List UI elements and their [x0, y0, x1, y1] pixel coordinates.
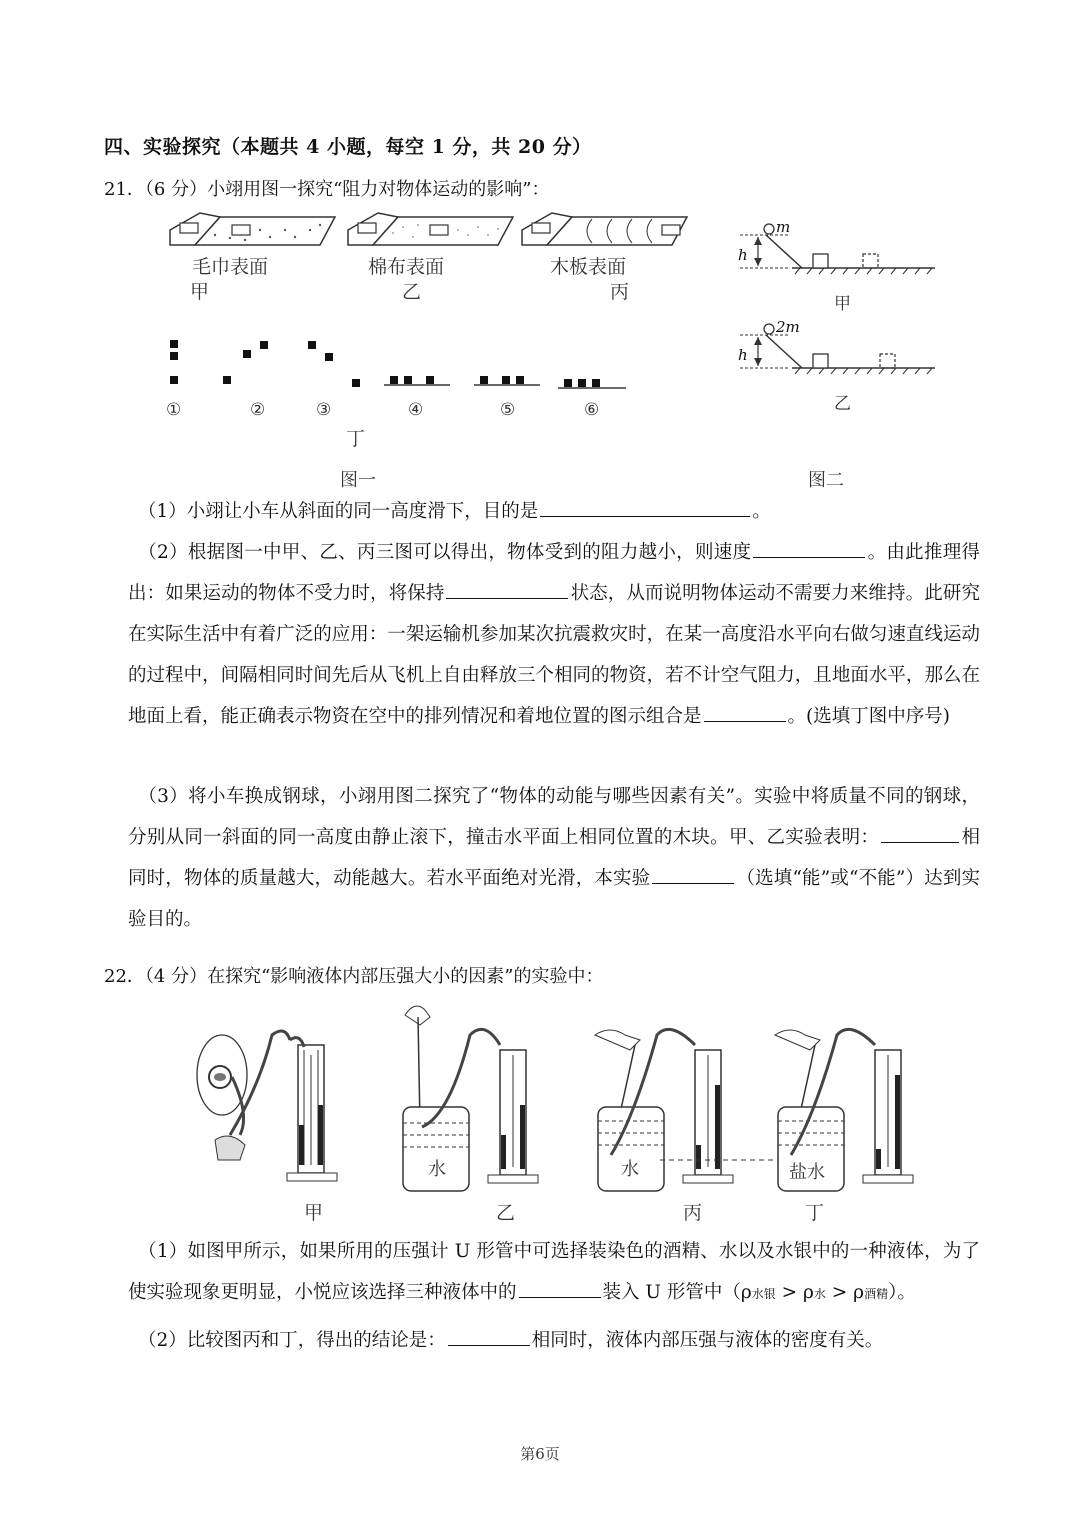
option-pattern-3	[308, 341, 360, 387]
answer-blank[interactable]	[881, 824, 959, 843]
q21-part-3	[128, 776, 980, 940]
height-label: h	[738, 246, 748, 264]
surface-label-towel: 毛巾表面	[192, 256, 269, 278]
cotton-ramp-diagram	[348, 213, 513, 245]
q21-part-2	[128, 532, 980, 737]
q22-part-2	[128, 1320, 980, 1361]
mass-label-m: m	[776, 218, 791, 236]
mass-label-2m: 2m	[776, 318, 800, 336]
q21-p3-text-a: （3）将小车换成钢球，小翊用图二探究了“物体的动能与哪些因素有关”。实验中将质量不同的钢球，分别从同一斜面的同一高度由静止滚下，撞击水平面上相同位置的木块。甲、乙实验表明：	[128, 786, 980, 848]
gauge-tag-jia: 甲	[304, 1202, 324, 1224]
liquid-label-water: 水	[621, 1159, 639, 1180]
q22-p1-text-a: （1）如图甲所示，如果所用的压强计 U 形管中可选择装染色的酒精、水以及水银中的一种液体，为了使实验现象更明显，小悦应该选择三种液体中的	[128, 1241, 980, 1303]
answer-blank[interactable]	[519, 1279, 601, 1298]
option-label-4: ④	[408, 400, 424, 420]
wood-ramp-diagram	[522, 213, 687, 245]
q22-p1-text-b: 装入 U 形管中（ρ	[602, 1282, 752, 1303]
q21-p2-text-a: （2）根据图一中甲、乙、丙三图可以得出，物体受到的阻力越小，则速度	[138, 542, 752, 563]
liquid-label-saltwater: 盐水	[789, 1162, 825, 1183]
q21-p2-text-b: 。由此推理得出：如果运动的物体不受力时，将保持	[128, 542, 980, 604]
gauge-tag-bing: 丙	[683, 1202, 703, 1224]
figure-2-panel-jia	[738, 218, 935, 314]
figure-1-caption: 图一	[340, 470, 376, 491]
q21-p1-end: 。	[752, 501, 771, 522]
rho-sub-mercury: 水银	[751, 1287, 776, 1301]
answer-blank[interactable]	[753, 539, 865, 558]
answer-blank[interactable]	[446, 580, 568, 599]
gauge-tag-ding: 丁	[805, 1202, 825, 1224]
option-pattern-1	[170, 340, 178, 384]
option-label-6: ⑥	[584, 400, 600, 420]
figure-2	[730, 215, 950, 414]
question-22-heading: 22．（4 分）在探究“影响液体内部压强大小的因素”的实验中：	[104, 966, 604, 987]
q21-p2-text-c: 状态，从而说明物体运动不需要力来维持。此研究在实际生活中有着广泛的应用：一架运输机参加某次抗震救灾时，在某一高度沿水平向右做匀速直线运动的过程中，间隔相同时间先后从飞机上自由释放三个相同的物资，若不计空气阻力，且地面水平，那么在地面上看，能正确表示物资在空中的排列情况和着地位置的图示组合是	[128, 583, 980, 727]
page-number: 第6页	[520, 1445, 560, 1463]
option-label-5: ⑤	[500, 400, 516, 420]
rho-sub-water: 水	[813, 1287, 826, 1301]
answer-blank[interactable]	[704, 703, 786, 722]
figure-1	[160, 205, 680, 455]
answer-blank[interactable]	[448, 1327, 530, 1346]
gauge-panel-ding	[775, 1029, 913, 1224]
surface-tag-yi: 乙	[402, 281, 422, 303]
question-21-heading: 21．（6 分）小翊用图一探究“阻力对物体运动的影响”：	[104, 179, 550, 200]
surface-label-wood: 木板表面	[550, 256, 627, 278]
q22-p2-text-b: 相同时，液体内部压强与液体的密度有关。	[531, 1330, 884, 1351]
answer-blank[interactable]	[540, 498, 750, 517]
q22-gt-1: > ρ	[775, 1282, 814, 1303]
option-pattern-4	[384, 376, 450, 385]
gauge-panel-yi	[403, 1006, 538, 1224]
section-title: 四、实验探究（本题共 4 小题，每空 1 分，共 20 分）	[104, 136, 592, 158]
q21-part-1	[128, 491, 980, 532]
q22-p1-text-c: ）。	[888, 1282, 916, 1303]
q22-gt-2: > ρ	[825, 1282, 865, 1303]
q21-p1-text: （1）小翊让小车从斜面的同一高度滑下，目的是	[138, 501, 539, 522]
q21-p3-text-c: （选填“能”或“不能”）达到实验目的。	[128, 868, 980, 930]
q22-p2-text-a: （2）比较图丙和丁，得出的结论是：	[138, 1330, 446, 1351]
option-pattern-5	[474, 376, 540, 385]
figure-2-tag-jia: 甲	[834, 294, 851, 314]
option-label-3: ③	[316, 400, 332, 420]
option-pattern-2	[223, 341, 268, 384]
surface-label-cotton: 棉布表面	[368, 256, 445, 278]
figure-2-panel-yi	[738, 318, 935, 414]
liquid-label-water: 水	[428, 1159, 446, 1180]
q21-p3-text-b: 相同时，物体的质量越大，动能越大。若水平面绝对光滑，本实验	[128, 827, 980, 889]
surface-tag-jia: 甲	[190, 281, 210, 303]
answer-blank[interactable]	[652, 865, 734, 884]
gauge-tag-yi: 乙	[496, 1202, 516, 1224]
option-group-label: 丁	[346, 428, 366, 450]
gauge-panel-bing	[595, 1029, 733, 1224]
q21-p2-text-d: 。(选填丁图中序号)	[787, 706, 950, 727]
option-label-2: ②	[250, 400, 266, 420]
height-label: h	[738, 346, 748, 364]
towel-ramp-diagram	[170, 213, 335, 245]
q22-part-1	[128, 1231, 980, 1315]
option-label-1: ①	[166, 400, 182, 420]
surface-tag-bing: 丙	[610, 281, 630, 303]
figure-2-caption: 图二	[808, 470, 844, 491]
rho-sub-alcohol: 酒精	[864, 1287, 889, 1301]
gauge-panel-jia	[197, 1031, 337, 1224]
figure-2-tag-yi: 乙	[834, 394, 851, 414]
option-pattern-6	[558, 379, 626, 388]
figure-pressure-gauges	[190, 995, 930, 1224]
